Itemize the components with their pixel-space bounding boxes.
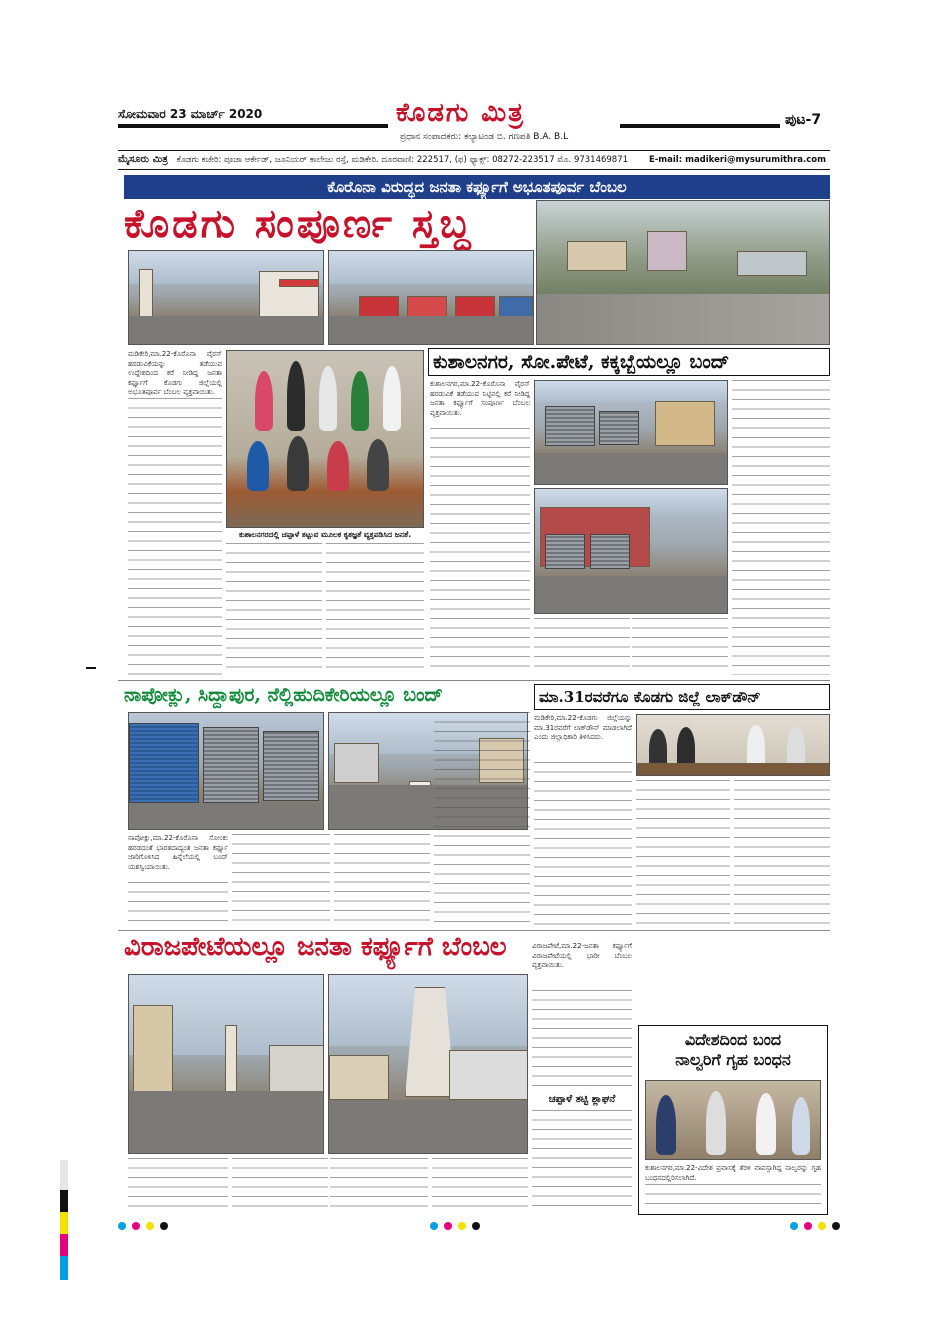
story5-headline: ವಿರಾಜಪೇಟೆಯಲ್ಲೂ ಜನತಾ ಕರ್ಫ್ಯೂಗೆ ಬೆಂಬಲ xyxy=(124,932,507,962)
story2-column-1 xyxy=(430,380,530,675)
photo-health-officials-visit xyxy=(645,1080,821,1160)
cmyk-strip xyxy=(60,1160,68,1280)
story5-column-3 xyxy=(128,1158,228,1210)
story5-dateline: ವಿರಾಜಪೇಟೆ,ಮಾ.22-ಜನತಾ ಕರ್ಫ್ಯೂಗೆ ವಿರಾಜಪೇಟೆಯಲ್ಲಿ ಭಾರೀ ಬೆಂಬಲ ವ್ಯಕ್ತವಾಯಿತು. xyxy=(532,942,632,969)
photo-virajpet-clocktower xyxy=(128,974,324,1154)
issue-date: ಸೋಮವಾರ 23 ಮಾರ್ಚ್ 2020 xyxy=(118,107,263,121)
registration-marks-left xyxy=(118,1222,168,1230)
story5-column-2 xyxy=(532,1110,632,1210)
story1-column-1 xyxy=(128,350,222,675)
story1-photo-caption: ಕುಶಾಲನಗರದಲ್ಲಿ ಚಪ್ಪಾಳೆ ತಟ್ಟುವ ಮೂಲಕ ಕೃತಜ್ಞತೆ ವ್ಯಕ್ತಪಡಿಸಿದ ಜನತೆ. xyxy=(238,530,412,539)
story2-column-3 xyxy=(632,618,728,675)
office-address: ಕೊಡಗು ಕಚೇರಿ: ಪೂಜಾ ಆರ್ಕೇಡ್, ಜೂನಿಯರ್ ಕಾಲೇಜು ರಸ್ತೆ, ಮಡಿಕೇರಿ. ದೂರವಾಣಿ: 222517, (ಫ) ಫ್ಯಾಕ್ಸ್: 08272-223517 ಮೊ. 9731469871 xyxy=(176,155,629,165)
chief-editor: ಪ್ರಧಾನ ಸಂಪಾದಕರು: ಕಲ್ಯಾಟಂಡ ಬಿ. ಗಣಪತಿ B.A. B.L xyxy=(400,132,569,142)
story4-dateline: ಮಡಿಕೇರಿ,ಮಾ.22-ಕೊಡಗು ಜಿಲ್ಲೆಯನ್ನು ಮಾ.31ರವರೆಗೆ ಲಾಕ್‌ಡೌನ್ ಮಾಡಲಾಗಿದೆ ಎಂದು ಜಿಲ್ಲಾಧಿಕಾರಿ ತಿಳಿಸಿದರು. xyxy=(534,714,632,741)
section-divider-2 xyxy=(118,930,830,931)
story1-column-3 xyxy=(326,543,424,675)
photo-aerial-town xyxy=(536,200,830,345)
story5-column-4 xyxy=(232,1158,328,1210)
masthead-rule-left xyxy=(118,124,388,128)
story6-headline-line2: ನಾಲ್ವರಿಗೆ ಗೃಹ ಬಂಧನ xyxy=(675,1050,791,1069)
photo-bus-stand xyxy=(328,250,534,345)
story2-column-4 xyxy=(732,380,830,675)
story2-dateline: ಕುಶಾಲನಗರ,ಮಾ.22-ಕೊರೊನಾ ವೈರಸ್ ಹರಡುವಿಕೆ ತಡೆಯುವ ನಿಟ್ಟಿನಲ್ಲಿ ಕರೆ ನೀಡಿದ್ದ ಜನತಾ ಕರ್ಫ್ಯೂಗೆ ಸಂಪೂರ್ಣ ಬೆಂಬಲ ವ್ಯಕ್ತವಾಯಿತು. xyxy=(430,380,530,417)
story3-column-2 xyxy=(232,834,330,926)
section-divider-1 xyxy=(118,680,830,681)
story5-column-5 xyxy=(330,1158,428,1210)
sister-paper-name: ಮೈಸೂರು ಮಿತ್ರ xyxy=(118,154,168,165)
story4-column-1 xyxy=(534,714,632,926)
page-number: ಪುಟ-7 xyxy=(785,112,822,128)
story1-column-2 xyxy=(226,543,322,675)
story5-column-6 xyxy=(432,1158,528,1210)
photo-group-clapping xyxy=(226,350,424,528)
story6-dateline: ಕುಶಾಲನಗರ,ಮಾ.22-ವಿದೇಶ ಪ್ರವಾಸಕ್ಕೆ ತೆರಳಿ ವಾಪಸ್ಸಾಗಿದ್ದ ನಾಲ್ವರನ್ನು ಗೃಹ ಬಂಧನದಲ್ಲಿರಿಸಲಾಗಿದೆ. xyxy=(645,1164,821,1182)
story4-headline: ಮಾ.31ರವರೆಗೂ ಕೊಡಗು ಜಿಲ್ಲೆ ಲಾಕ್‌ಡೌನ್ xyxy=(534,684,830,710)
story3-column-1 xyxy=(128,834,228,926)
story2-column-2 xyxy=(534,618,630,675)
office-email: E-mail: madikeri@mysurumithra.com xyxy=(648,155,826,165)
story3-column-4 xyxy=(434,712,530,926)
story6-box xyxy=(638,1025,828,1215)
story6-body xyxy=(645,1164,821,1212)
newspaper-logo: ಕೊಡಗು ಮಿತ್ರ xyxy=(396,98,526,128)
story3-headline: ನಾಪೋಕ್ಲು, ಸಿದ್ದಾಪುರ, ನೆಲ್ಲಿಹುದಿಕೇರಿಯಲ್ಲೂ ಬಂದ್ xyxy=(124,684,443,706)
masthead-rule-right xyxy=(620,124,780,128)
story3-dateline: ನಾಪೋಕ್ಲು,ಮಾ.22-ಕೊರೊನಾ ಸೋಂಕು ಹರಡದಂತೆ ಭಾರತದಾದ್ಯಂತ ಜನತಾ ಕರ್ಫ್ಯೂ ಜಾರಿಗೊಳಿಸಿದ ಹಿನ್ನೆಲೆಯಲ್ಲಿ ಬಂದ್ ಯಶಸ್ವಿಯಾಯಿತು. xyxy=(128,834,228,871)
registration-marks-right xyxy=(790,1222,840,1230)
story1-dateline: ಮಡಿಕೇರಿ,ಮಾ.22-ಕೊರೊನಾ ವೈರಸ್ ಹರಡುವಿಕೆಯನ್ನು ತಡೆಯುವ ಉದ್ದೇಶದಿಂದ ಕರೆ ನೀಡಿದ್ದ ಜನತಾ ಕರ್ಫ್ಯೂಗೆ ಕೊಡಗು ಜಿಲ್ಲೆಯಲ್ಲಿ ಅಭೂತಪೂರ್ವ ಬೆಂಬಲ ವ್ಯಕ್ತವಾಯಿತು. xyxy=(128,350,222,396)
photo-dc-press-meet xyxy=(636,714,830,776)
story4-column-3 xyxy=(734,780,830,926)
story5-sub-headline: ಚಪ್ಪಾಳೆ ತಟ್ಟಿ ಶ್ಲಾಘನೆ xyxy=(548,1094,616,1105)
story3-column-3 xyxy=(334,834,430,926)
story2-headline: ಕುಶಾಲನಗರ, ಸೋ.ಪೇಟೆ, ಕಕ್ಕಬ್ಬೆಯಲ್ಲೂ ಬಂದ್ xyxy=(428,348,830,376)
margin-dash xyxy=(86,667,96,669)
photo-madikeri-clocktower xyxy=(128,250,324,345)
photo-somwarpet-street xyxy=(534,488,728,614)
story6-headline-line1: ವಿದೇಶದಿಂದ ಬಂದ xyxy=(684,1030,782,1049)
registration-marks-center xyxy=(430,1222,480,1230)
photo-virajpet-temple xyxy=(328,974,528,1154)
lead-headline: ಕೊಡಗು ಸಂಪೂರ್ಣ ಸ್ತಬ್ಧ xyxy=(124,200,473,247)
photo-napoklu-shutters xyxy=(128,712,324,830)
photo-kushalnagar-shops xyxy=(534,380,728,485)
office-info-bar xyxy=(118,150,830,170)
story4-column-2 xyxy=(636,780,730,926)
story5-column-1 xyxy=(532,942,632,1092)
lead-strapline: ಕೊರೊನಾ ವಿರುದ್ಧದ ಜನತಾ ಕರ್ಫ್ಯೂಗೆ ಅಭೂತಪೂರ್ವ ಬೆಂಬಲ xyxy=(124,175,830,199)
